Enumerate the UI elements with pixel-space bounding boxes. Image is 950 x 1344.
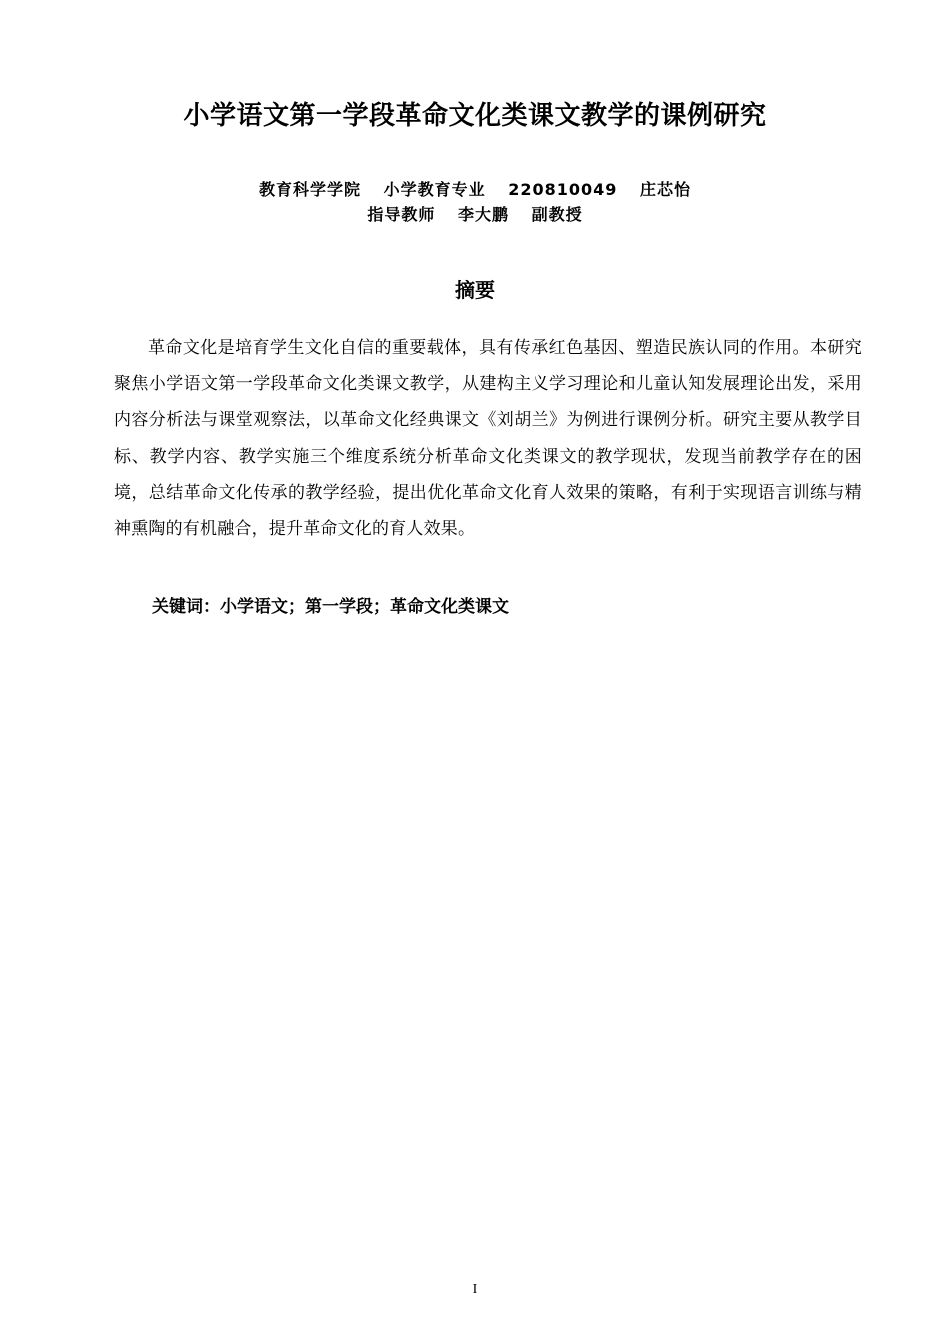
keywords-line: 关键词：小学语文；第一学段；革命文化类课文	[152, 597, 509, 617]
student-id: 220810049	[508, 180, 618, 199]
major-name: 小学教育专业	[383, 180, 486, 199]
advisor-info-line	[0, 203, 950, 227]
advisor-name: 李大鹏	[457, 205, 509, 224]
advisor-label: 指导教师	[367, 205, 436, 224]
abstract-heading: 摘要	[455, 278, 495, 302]
student-name: 庄芯怡	[639, 180, 691, 199]
college-name: 教育科学学院	[259, 180, 362, 199]
document-title: 小学语文第一学段革命文化类课文教学的课例研究	[183, 101, 767, 131]
author-info-line	[0, 178, 950, 202]
page-number: I	[472, 1282, 478, 1297]
advisor-title: 副教授	[531, 205, 583, 224]
abstract-paragraph: 革命文化是培育学生文化自信的重要载体，具有传承红色基因、塑造民族认同的作用。本研究聚焦小学语文第一学段革命文化类课文教学，从建构主义学习理论和儿童认知发展理论出发，采用内容分析法与课堂观察法，以革命文化经典课文《刘胡兰》为例进行课例分析。研究主要从教学目标、教学内容、教学实施三个维度系统分析革命文化类课文的教学现状，发现当前教学存在的困境，总结革命文化传承的教学经验，提出优化革命文化育人效果的策略，有利于实现语言训练与精神熏陶的有机融合，提升革命文化的育人效果。	[114, 338, 862, 540]
